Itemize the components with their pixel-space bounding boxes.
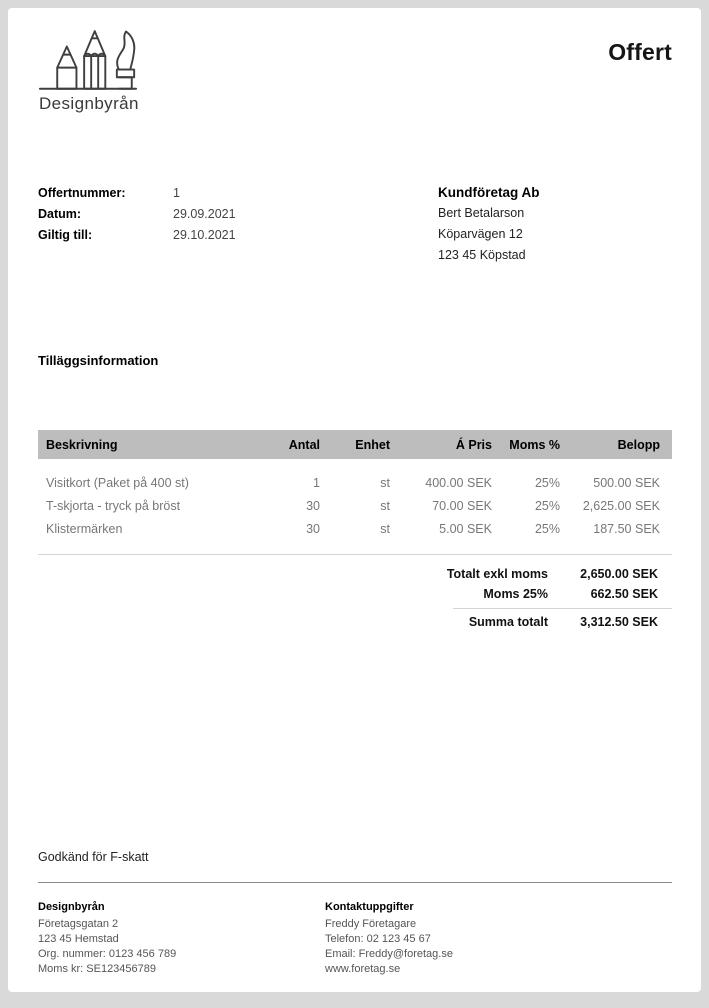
footer-contact-website: www.foretag.se [325,963,401,975]
table-row [38,471,672,494]
items-table [38,430,672,555]
pencils-and-paintbrush-icon [38,25,138,91]
subtotal-row [38,564,672,584]
grand-total-label: Summa totalt [468,615,548,629]
meta-value: 29.09.2021 [173,206,236,221]
cell-quantity: 30 [306,521,320,536]
items-table-header [38,430,672,459]
col-header-vat: Moms % [509,437,560,452]
meta-row-valid-until [38,224,438,245]
table-bottom-divider [38,554,672,555]
cell-unit-price: 400.00 SEK [425,475,492,490]
cell-description: Visitkort (Paket på 400 st) [46,475,189,490]
grand-total-divider [453,608,672,609]
cell-unit: st [380,475,390,490]
col-header-amount: Belopp [617,437,660,452]
vat-label: Moms 25% [483,587,548,601]
cell-unit-price: 5.00 SEK [439,521,492,536]
fskatt-note: Godkänd för F-skatt [38,850,149,864]
offer-meta [38,182,438,266]
col-header-unit-price: Á Pris [455,437,492,452]
items-table-body [38,471,672,540]
table-row [38,517,672,540]
cell-unit-price: 70.00 SEK [432,498,492,513]
subtotal-value: 2,650.00 SEK [580,567,658,581]
offer-document [8,8,701,992]
meta-row-date [38,203,438,224]
totals-block [38,564,672,632]
cell-vat: 25% [534,521,560,536]
additional-info-title: Tilläggsinformation [38,353,159,368]
meta-row-offer-number [38,182,438,203]
cell-description: Klistermärken [46,521,123,536]
footer-company-city: 123 45 Hemstad [38,933,119,945]
grand-total-value: 3,312.50 SEK [580,615,658,629]
meta-value: 29.10.2021 [173,227,236,242]
cell-amount: 2,625.00 SEK [582,498,660,513]
table-row [38,494,672,517]
cell-description: T-skjorta - tryck på bröst [46,498,181,513]
footer-company-org-number: Org. nummer: 0123 456 789 [38,948,177,960]
subtotal-label: Totalt exkl moms [446,567,548,581]
footer-company-vat-number: Moms kr: SE123456789 [38,963,157,975]
document-title: Offert [608,39,672,65]
col-header-unit: Enhet [355,437,390,452]
cell-vat: 25% [534,475,560,490]
cell-amount: 500.00 SEK [593,475,660,490]
grand-total-row [38,612,672,632]
brand-wordmark: Designbyrån [39,94,139,113]
meta-value: 1 [173,185,180,200]
meta-label: Giltig till: [38,227,93,242]
footer-company-title: Designbyrån [38,901,105,913]
customer-city: 123 45 Köpstad [438,248,526,262]
cell-vat: 25% [534,498,560,513]
footer-contact-column [325,900,453,977]
customer-street: Köparvägen 12 [438,227,523,241]
meta-label: Offertnummer: [38,185,126,200]
col-header-quantity: Antal [288,437,320,452]
footer-company-column [38,900,325,977]
brand-block [38,25,218,114]
vat-row [38,584,672,604]
customer-block [438,182,540,266]
cell-quantity: 30 [306,498,320,513]
customer-name: Kundföretag Ab [438,185,540,200]
customer-contact-person: Bert Betalarson [438,206,525,220]
cell-unit: st [380,521,390,536]
col-header-description: Beskrivning [46,437,118,452]
footer-company-street: Företagsgatan 2 [38,918,119,930]
vat-value: 662.50 SEK [590,587,658,601]
cell-quantity: 1 [313,475,320,490]
footer-contact-email: Email: Freddy@foretag.se [325,948,453,960]
cell-unit: st [380,498,390,513]
footer-contact-phone: Telefon: 02 123 45 67 [325,933,431,945]
footer-contact-person: Freddy Företagare [325,918,417,930]
footer-contact-title: Kontaktuppgifter [325,901,414,913]
cell-amount: 187.50 SEK [593,521,660,536]
document-footer [38,900,672,977]
document-header [38,25,672,114]
meta-label: Datum: [38,206,82,221]
footer-divider [38,882,672,883]
info-section [38,182,672,266]
